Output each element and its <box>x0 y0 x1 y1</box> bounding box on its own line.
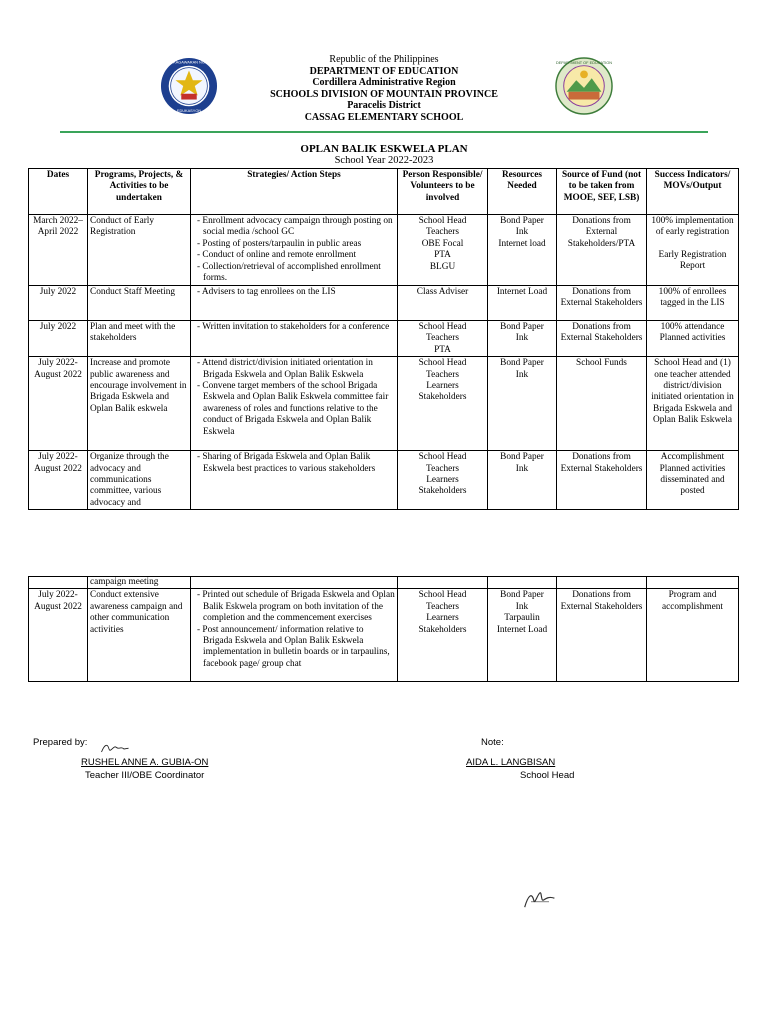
indicators-cell <box>647 577 739 589</box>
document-title <box>0 143 768 167</box>
resources-cell <box>488 451 557 510</box>
step-item: - Written invitation to stakeholders for a conference <box>197 322 390 332</box>
resource-item: Internet load <box>498 238 546 249</box>
fund-cell: Donations from External Stakeholders <box>557 321 647 357</box>
person-item: Stakeholders <box>418 392 467 403</box>
persons-cell <box>398 321 488 357</box>
region-line: Cordillera Administrative Region <box>312 77 456 88</box>
person-item: School Head <box>418 322 467 332</box>
step-item: - Post announcement/ information relative to Brigada Eskwela and Oplan Balik Eskwela implementation in bulletin boards or in tarpaulins, facebook page/ group chat <box>197 624 390 669</box>
district-line: Paracelis District <box>347 100 421 111</box>
date-cell: July 2022-August 2022 <box>29 589 88 682</box>
indicators-cell <box>647 286 739 321</box>
indicator-item: Early Registration Report <box>658 249 727 272</box>
step-item: - Posting of posters/tarpaulin in public areas <box>197 238 362 249</box>
person-item: OBE Focal <box>421 238 464 249</box>
noter-name: AIDA L. LANGBISAN <box>466 757 556 768</box>
fund-cell: Donations from External Stakeholders <box>557 451 647 510</box>
noter-title: School Head <box>520 770 575 781</box>
letterhead <box>0 54 768 123</box>
step-item: - Enrollment advocacy campaign through posting on social media /school GC <box>197 216 393 238</box>
department-line: DEPARTMENT OF EDUCATION <box>309 65 459 77</box>
step-item: - Collection/retrieval of accomplished enrollment forms. <box>197 261 381 284</box>
school-head-signature <box>522 888 558 912</box>
persons-cell <box>398 589 488 682</box>
indicator-item: Program and accomplishment <box>662 590 723 612</box>
fund-cell: Donations from External Stakeholders/PTA <box>557 215 647 286</box>
resource-item: Bond Paper <box>500 358 544 369</box>
steps-cell <box>191 357 398 451</box>
person-item: School Head <box>418 216 467 226</box>
resource-item: Ink <box>515 333 529 344</box>
resources-cell <box>488 357 557 451</box>
program-cell: Conduct of Early Registration <box>88 215 191 286</box>
resource-item: Bond Paper <box>500 590 544 601</box>
header-divider <box>60 131 708 133</box>
resources-cell <box>488 577 557 589</box>
svg-text:EDUKASYON: EDUKASYON <box>176 109 202 114</box>
resource-item: Internet Load <box>496 624 548 635</box>
person-item: Stakeholders <box>418 624 467 635</box>
persons-cell <box>398 577 488 589</box>
resource-item: Tarpaulin <box>504 613 540 624</box>
program-cell: Organize through the advocacy and communications committee, various advocacy and <box>88 451 191 510</box>
noted-label: Note: <box>481 737 504 748</box>
resource-item: Ink <box>515 369 529 380</box>
indicators-cell <box>647 357 739 451</box>
person-item: School Head <box>418 358 467 369</box>
resource-item: Bond Paper <box>500 452 544 463</box>
steps-cell <box>191 321 398 357</box>
col-header-strategies: Strategies/ Action Steps <box>191 169 398 215</box>
person-item: School Head <box>418 452 467 463</box>
resource-item: Ink <box>515 463 529 474</box>
step-item: - Advisers to tag enrollees on the LIS <box>197 287 336 297</box>
fund-cell: Donations from External Stakeholders <box>557 589 647 682</box>
steps-cell <box>191 215 398 286</box>
step-item: - Attend district/division initiated orientation in Brigada Eskwela and Oplan Balik Eskwela <box>197 358 373 380</box>
table-row <box>29 589 739 682</box>
table-row <box>29 357 739 451</box>
table-row <box>29 321 739 357</box>
col-header-indicators: Success Indicators/ MOVs/Output <box>647 169 739 215</box>
date-cell: July 2022 <box>29 321 88 357</box>
persons-cell <box>398 286 488 321</box>
fund-cell: Donations from External Stakeholders <box>557 286 647 321</box>
person-item: Learners <box>426 475 459 486</box>
steps-cell <box>191 589 398 682</box>
resource-item: Ink <box>515 601 529 612</box>
person-item: PTA <box>434 344 451 355</box>
program-cell: Increase and promote public awareness and encourage involvement in Brigada Eskwela and Oplan Balik eskwela <box>88 357 191 451</box>
indicator-item: 100% implementation of early registration <box>651 216 734 238</box>
person-item: Teachers <box>426 227 459 238</box>
resource-item: Internet Load <box>496 287 548 297</box>
col-header-persons: Person Responsible/ Volunteers to be involved <box>398 169 488 215</box>
indicator-item: Accomplishment <box>660 452 725 463</box>
person-item: Learners <box>426 613 459 624</box>
indicators-cell <box>647 321 739 357</box>
date-cell: July 2022-August 2022 <box>29 357 88 451</box>
table-row-continued <box>29 577 739 589</box>
fund-cell <box>557 577 647 589</box>
fund-cell: School Funds <box>557 357 647 451</box>
preparer-signature <box>100 741 130 757</box>
division-line: SCHOOLS DIVISION OF MOUNTAIN PROVINCE <box>270 88 498 100</box>
col-header-resources: Resources Needed <box>488 169 557 215</box>
person-item: PTA <box>434 250 451 261</box>
person-item: Teachers <box>426 601 459 612</box>
preparer-title: Teacher III/OBE Coordinator <box>85 770 205 781</box>
steps-cell <box>191 286 398 321</box>
person-item: Teachers <box>426 463 459 474</box>
persons-cell <box>398 215 488 286</box>
col-header-fund: Source of Fund (not to be taken from MOOE, SEF, LSB) <box>557 169 647 215</box>
resources-cell <box>488 215 557 286</box>
indicator-item: 100% attendance <box>660 322 725 332</box>
table-row <box>29 286 739 321</box>
table-row <box>29 215 739 286</box>
plan-table <box>28 168 739 510</box>
date-cell: July 2022 <box>29 286 88 321</box>
republic-line: Republic of the Philippines <box>329 54 439 65</box>
plan-table-continued <box>28 576 739 682</box>
indicator-item <box>649 239 736 250</box>
date-cell: March 2022–April 2022 <box>29 215 88 286</box>
svg-text:KAGAWARAN NG: KAGAWARAN NG <box>173 60 205 65</box>
step-item: - Sharing of Brigada Eskwela and Oplan Balik Eskwela best practices to various stakeholders <box>197 452 376 474</box>
col-header-dates: Dates <box>29 169 88 215</box>
indicators-cell <box>647 215 739 286</box>
step-item: - Convene target members of the school Brigada Eskwela and Oplan Balik Eskwela committee fair awareness of roles and functions relative to the conduct of Brigada Eskwela and Oplan Balik Eskwela <box>197 381 389 437</box>
resources-cell <box>488 321 557 357</box>
school-line: CASSAG ELEMENTARY SCHOOL <box>304 111 464 123</box>
person-item: School Head <box>418 590 467 601</box>
person-item: Teachers <box>426 333 459 344</box>
program-cell: Conduct extensive awareness campaign and other communication activities <box>88 589 191 682</box>
person-item: Stakeholders <box>418 486 467 497</box>
resource-item: Bond Paper <box>500 322 544 332</box>
date-cell <box>29 577 88 589</box>
program-cell: campaign meeting <box>88 577 191 589</box>
indicators-cell <box>647 589 739 682</box>
persons-cell <box>398 451 488 510</box>
resources-cell <box>488 286 557 321</box>
date-cell: July 2022-August 2022 <box>29 451 88 510</box>
school-year: School Year 2022-2023 <box>334 155 434 166</box>
indicators-cell <box>647 451 739 510</box>
table-header-row <box>29 169 739 215</box>
step-item: - Printed out schedule of Brigada Eskwela and Oplan Balik Eskwela program on both invitation of the completion and the commencement exercises <box>197 590 395 624</box>
step-item: - Conduct of online and remote enrollment <box>197 250 357 261</box>
indicator-item: 100% of enrollees tagged in the LIS <box>658 287 727 309</box>
indicator-item: School Head and (1) one teacher attended district/division initiated orientation in Brigada Eskwela and Oplan Balik Eskwela <box>651 358 734 426</box>
program-cell: Plan and meet with the stakeholders <box>88 321 191 357</box>
prepared-by-label: Prepared by: <box>33 737 88 748</box>
person-item: Teachers <box>426 369 459 380</box>
person-item: BLGU <box>429 261 456 272</box>
col-header-programs: Programs, Projects, & Activities to be undertaken <box>88 169 191 215</box>
indicator-item: Planned activities disseminated and posted <box>659 463 726 497</box>
table-row <box>29 451 739 510</box>
persons-cell <box>398 357 488 451</box>
indicator-item: Planned activities <box>659 333 726 344</box>
svg-text:DEPARTMENT OF EDUCATION: DEPARTMENT OF EDUCATION <box>555 60 613 65</box>
person-item: Learners <box>426 381 459 392</box>
steps-cell <box>191 577 398 589</box>
resource-item: Bond Paper <box>500 216 544 226</box>
resource-item: Ink <box>515 227 529 238</box>
program-cell: Conduct Staff Meeting <box>88 286 191 321</box>
preparer-name: RUSHEL ANNE A. GUBIA-ON <box>81 757 209 768</box>
plan-title: OPLAN BALIK ESKWELA PLAN <box>300 143 468 155</box>
steps-cell <box>191 451 398 510</box>
person-item: Class Adviser <box>416 287 469 297</box>
resources-cell <box>488 589 557 682</box>
